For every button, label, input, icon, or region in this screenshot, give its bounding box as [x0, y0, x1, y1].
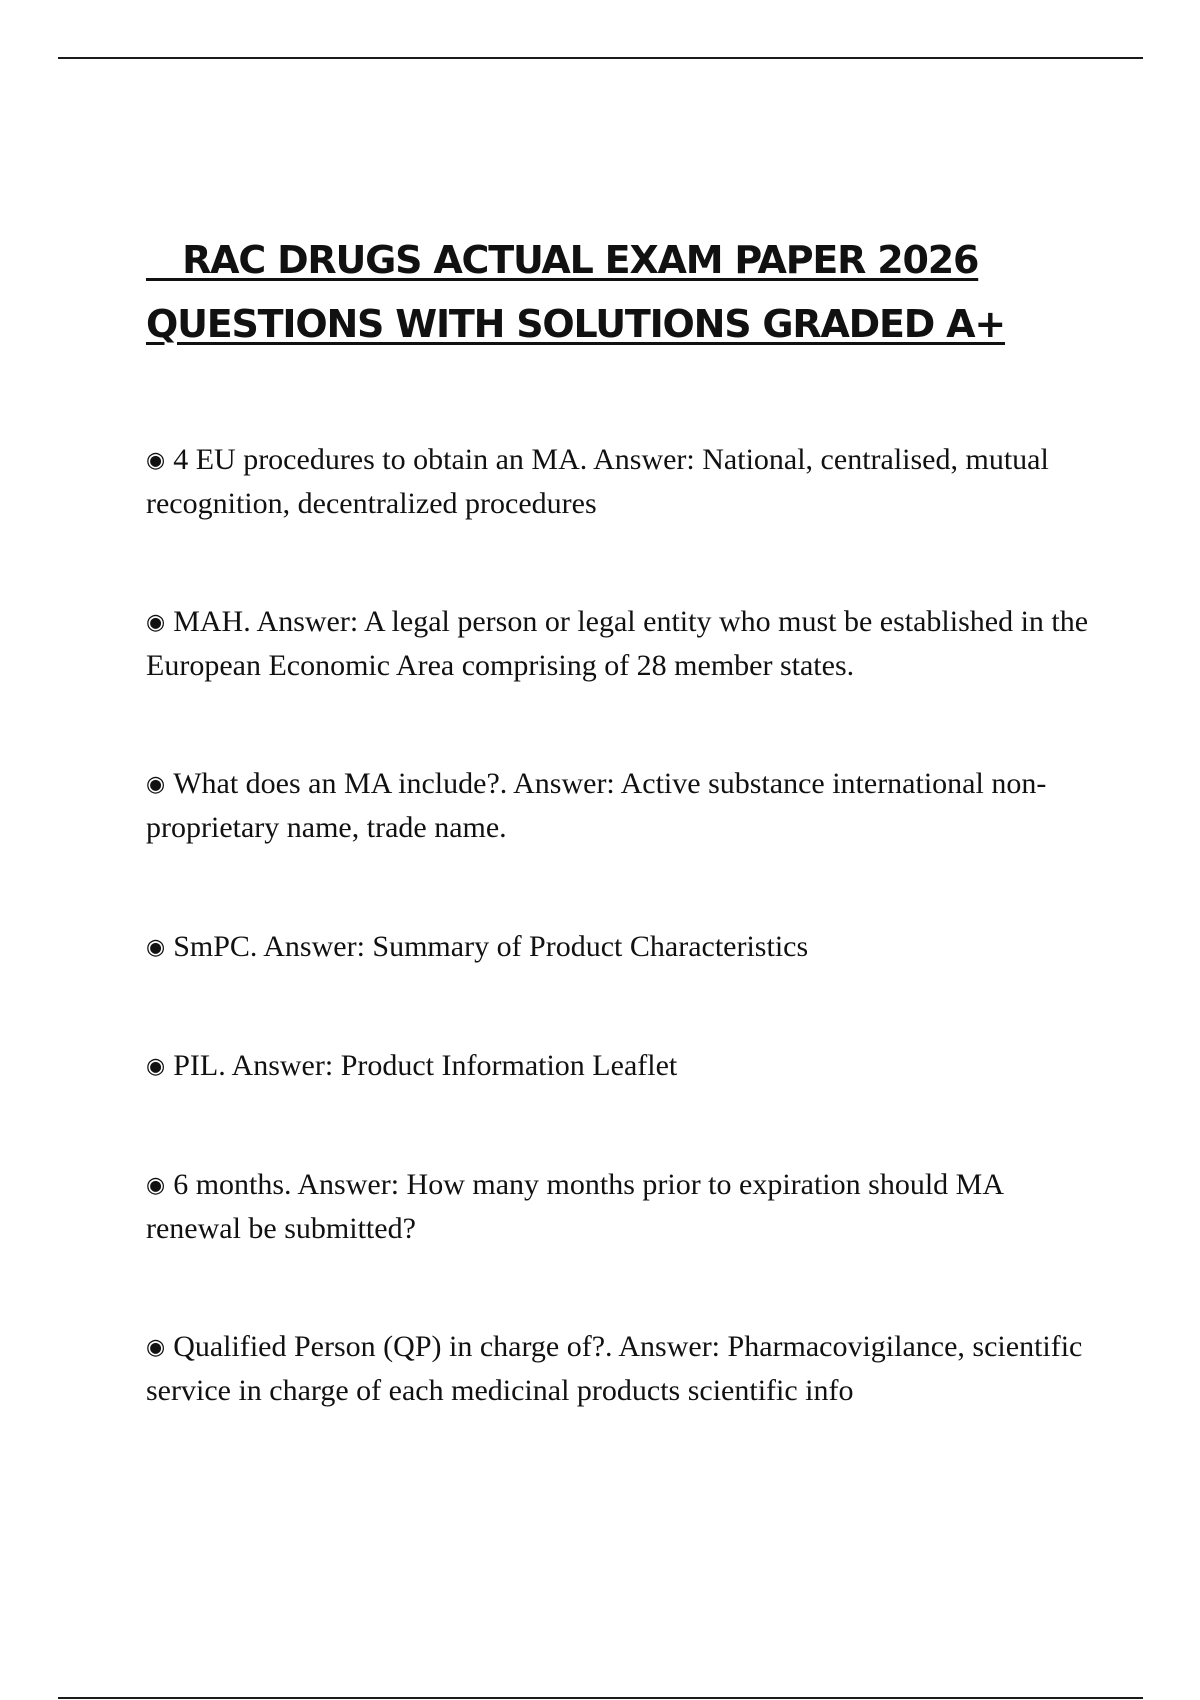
qa-text: PIL. Answer: Product Information Leaflet	[173, 1049, 678, 1082]
radio-bullet-icon: ◉	[146, 1173, 166, 1198]
qa-item-renewal	[146, 1163, 1096, 1250]
qa-text: SmPC. Answer: Summary of Product Characteristics	[173, 930, 809, 963]
radio-bullet-icon: ◉	[146, 935, 166, 960]
radio-bullet-icon: ◉	[146, 610, 166, 635]
qa-item-mah	[146, 600, 1096, 687]
qa-item-pil	[146, 1044, 1096, 1088]
qa-text: 6 months. Answer: How many months prior to expiration should MA renewal be submitted?	[146, 1168, 1003, 1245]
bottom-divider	[58, 1697, 1143, 1699]
qa-text: 4 EU procedures to obtain an MA. Answer: National, centralised, mutual recognition, decentralized procedures	[146, 443, 1049, 520]
qa-item-smpc	[146, 925, 1096, 969]
qa-item-ma-include	[146, 762, 1096, 849]
radio-bullet-icon: ◉	[146, 1054, 166, 1079]
qa-item-procedures	[146, 438, 1096, 525]
title-line-2: QUESTIONS WITH SOLUTIONS GRADED A+	[146, 302, 1005, 346]
top-divider	[58, 57, 1143, 59]
qa-text: MAH. Answer: A legal person or legal entity who must be established in the European Economic Area comprising of 28 member states.	[146, 605, 1089, 682]
qa-text: What does an MA include?. Answer: Active substance international non-proprietary name, trade name.	[146, 767, 1047, 844]
radio-bullet-icon: ◉	[146, 772, 166, 797]
radio-bullet-icon: ◉	[146, 448, 166, 473]
radio-bullet-icon: ◉	[146, 1335, 166, 1360]
document-title	[146, 228, 1096, 356]
qa-text: Qualified Person (QP) in charge of?. Answer: Pharmacovigilance, scientific service in charge of each medicinal products scientific info	[146, 1330, 1083, 1407]
title-line-1: RAC DRUGS ACTUAL EXAM PAPER 2026	[146, 238, 979, 282]
qa-item-qp	[146, 1325, 1096, 1412]
